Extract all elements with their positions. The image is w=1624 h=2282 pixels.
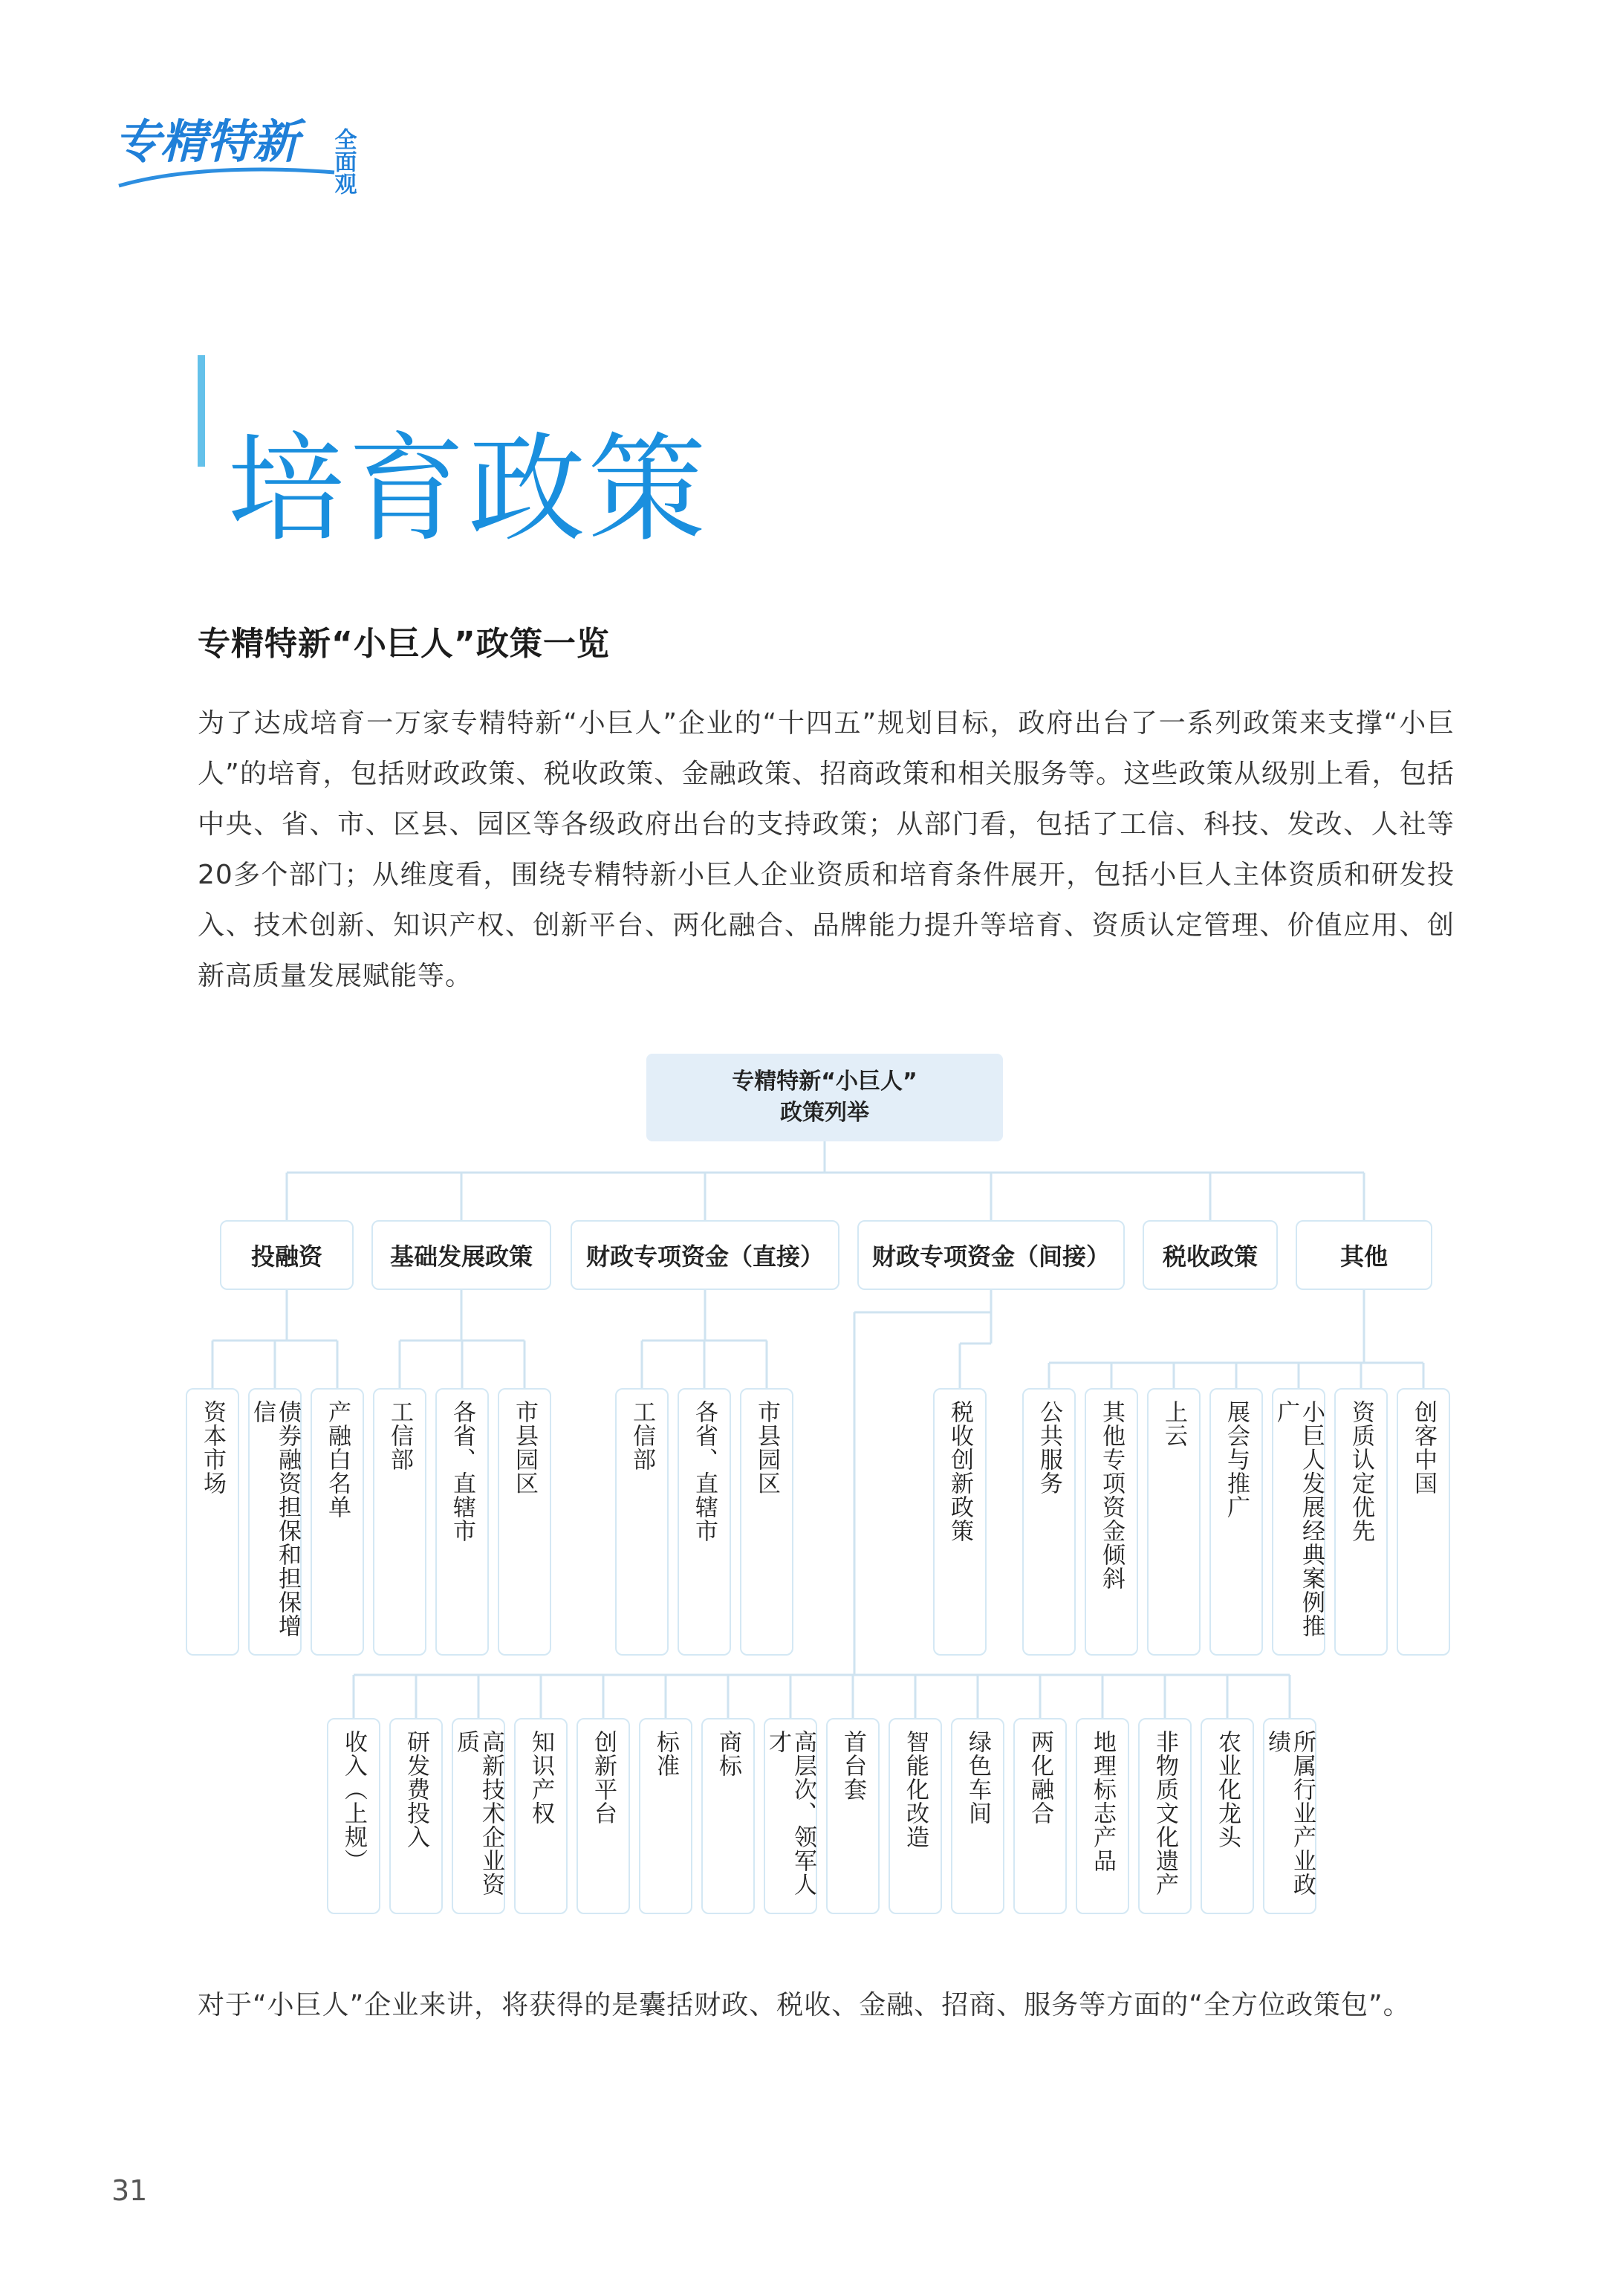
- category-node-other: 其他: [1296, 1220, 1432, 1290]
- leaf-node-row2-2: [452, 1718, 505, 1914]
- leaf-node-row1-12: [1147, 1388, 1201, 1656]
- category-node-fiscal-indirect: 财政专项资金（间接）: [857, 1220, 1125, 1290]
- leaf-node-row1-2-label: 产融白名单: [324, 1400, 351, 1519]
- leaf-node-row1-10: [1022, 1388, 1076, 1656]
- logo-side-text: 全面观: [330, 128, 357, 195]
- leaf-node-row1-8-label: 市县园区: [753, 1400, 780, 1495]
- leaf-node-row1-16: [1397, 1388, 1450, 1656]
- leaf-node-row2-7-label: 高层次、领军人才: [764, 1730, 816, 1896]
- leaf-node-row1-9: [933, 1388, 987, 1656]
- brand-logo: [111, 98, 379, 195]
- leaf-node-row2-13: [1138, 1718, 1192, 1914]
- leaf-node-row2-10-label: 绿色车间: [964, 1730, 991, 1825]
- leaf-node-row2-4: [576, 1718, 630, 1914]
- leaf-node-row1-14: [1272, 1388, 1325, 1656]
- leaf-node-row1-15: [1334, 1388, 1388, 1656]
- root-line-2: 政策列举: [780, 1100, 869, 1126]
- leaf-node-row1-0: [186, 1388, 239, 1656]
- leaf-node-row2-15-label: 所属行业产业政绩: [1264, 1730, 1316, 1896]
- closing-sentence: 对于“小巨人”企业来讲，将获得的是囊括财政、税收、金融、招商、服务等方面的“全方位政策包”。: [198, 1990, 1411, 2020]
- leaf-node-row2-3: [514, 1718, 568, 1914]
- leaf-node-row2-12: [1076, 1718, 1129, 1914]
- leaf-node-row1-4-label: 各省、直辖市: [449, 1400, 475, 1543]
- leaf-node-row2-6-label: 商标: [715, 1730, 741, 1777]
- leaf-node-row1-4: [435, 1388, 489, 1656]
- brand-logo-graphic: [111, 98, 379, 195]
- chart-root-node: [646, 1054, 1003, 1141]
- leaf-node-row1-15-label: 资质认定优先: [1348, 1400, 1374, 1543]
- leaf-node-row2-12-label: 地理标志产品: [1089, 1730, 1116, 1873]
- leaf-node-row1-12-label: 上云: [1160, 1400, 1187, 1448]
- leaf-node-row1-11: [1085, 1388, 1138, 1656]
- leaf-node-row2-1-label: 研发费投入: [403, 1730, 429, 1849]
- category-node-fiscal-direct: 财政专项资金（直接）: [571, 1220, 839, 1290]
- leaf-node-row1-11-label: 其他专项资金倾斜: [1098, 1400, 1125, 1590]
- leaf-node-row2-6: [701, 1718, 755, 1914]
- page-title: 培育政策: [227, 421, 709, 558]
- leaf-node-row2-0-label: 收入（上规）: [340, 1730, 367, 1873]
- leaf-node-row2-8: [826, 1718, 880, 1914]
- leaf-node-row1-7: [678, 1388, 731, 1656]
- leaf-node-row1-6: [615, 1388, 669, 1656]
- leaf-node-row2-10: [951, 1718, 1004, 1914]
- leaf-node-row1-3-label: 工信部: [386, 1400, 413, 1471]
- leaf-node-row1-3: [373, 1388, 426, 1656]
- leaf-node-row2-11-label: 两化融合: [1027, 1730, 1053, 1825]
- leaf-node-row1-9-label: 税收创新政策: [946, 1400, 973, 1543]
- leaf-node-row2-5: [639, 1718, 692, 1914]
- leaf-node-row1-7-label: 各省、直辖市: [691, 1400, 718, 1543]
- leaf-node-row1-5-label: 市县园区: [511, 1400, 538, 1495]
- leaf-node-row1-2: [311, 1388, 364, 1656]
- leaf-node-row1-6-label: 工信部: [629, 1400, 655, 1471]
- page-number: 31: [111, 2174, 148, 2207]
- leaf-node-row2-13-label: 非物质文化遗产: [1152, 1730, 1178, 1896]
- leaf-node-row1-1-label: 债券融资担保和担保增信: [249, 1400, 301, 1638]
- leaf-node-row1-13-label: 展会与推广: [1223, 1400, 1250, 1519]
- leaf-node-row1-16-label: 创客中国: [1410, 1400, 1437, 1495]
- leaf-node-row2-2-label: 高新技术企业资质: [452, 1730, 504, 1896]
- leaf-node-row1-10-label: 公共服务: [1036, 1400, 1062, 1495]
- leaf-node-row2-0: [327, 1718, 380, 1914]
- section-heading: 专精特新“小巨人”政策一览: [198, 625, 610, 663]
- leaf-node-row2-11: [1013, 1718, 1067, 1914]
- category-node-basic-development: 基础发展政策: [371, 1220, 551, 1290]
- category-node-tax: 税收政策: [1143, 1220, 1278, 1290]
- logo-main-text: 专精特新: [114, 114, 299, 169]
- leaf-node-row2-9-label: 智能化改造: [902, 1730, 929, 1849]
- leaf-node-row1-0-label: 资本市场: [199, 1400, 226, 1495]
- leaf-node-row2-1: [389, 1718, 443, 1914]
- leaf-node-row1-5: [498, 1388, 551, 1656]
- leaf-node-row2-9: [889, 1718, 942, 1914]
- leaf-node-row2-14: [1201, 1718, 1254, 1914]
- leaf-node-row1-8: [740, 1388, 793, 1656]
- leaf-node-row1-14-label: 小巨人发展经典案例推广: [1273, 1400, 1325, 1638]
- leaf-node-row2-3-label: 知识产权: [527, 1730, 554, 1825]
- leaf-node-row2-14-label: 农业化龙头: [1214, 1730, 1241, 1849]
- leaf-node-row2-15: [1263, 1718, 1316, 1914]
- title-accent-bar: [198, 355, 205, 467]
- leaf-node-row2-8-label: 首台套: [839, 1730, 866, 1801]
- category-node-investment-financing: 投融资: [220, 1220, 354, 1290]
- leaf-node-row2-4-label: 创新平台: [590, 1730, 617, 1825]
- leaf-node-row1-1: [248, 1388, 302, 1656]
- leaf-node-row1-13: [1209, 1388, 1263, 1656]
- root-line-1: 专精特新“小巨人”: [732, 1069, 917, 1095]
- intro-paragraph: 为了达成培育一万家专精特新“小巨人”企业的“十四五”规划目标，政府出台了一系列政策来支撑“小巨人”的培育，包括财政政策、税收政策、金融政策、招商政策和相关服务等。这些政策从级别上看，包括中央、省、市、区县、园区等各级政府出台的支持政策；从部门看，包括了工信、科技、发改、人社等20多个部门；从维度看，围绕专精特新小巨人企业资质和培育条件展开，包括小巨人主体资质和研发投入、技术创新、知识产权、创新平台、两化融合、品牌能力提升等培育、资质认定管理、价值应用、创新高质量发展赋能等。: [198, 708, 1455, 991]
- leaf-node-row2-5-label: 标准: [652, 1730, 679, 1777]
- leaf-node-row2-7: [764, 1718, 817, 1914]
